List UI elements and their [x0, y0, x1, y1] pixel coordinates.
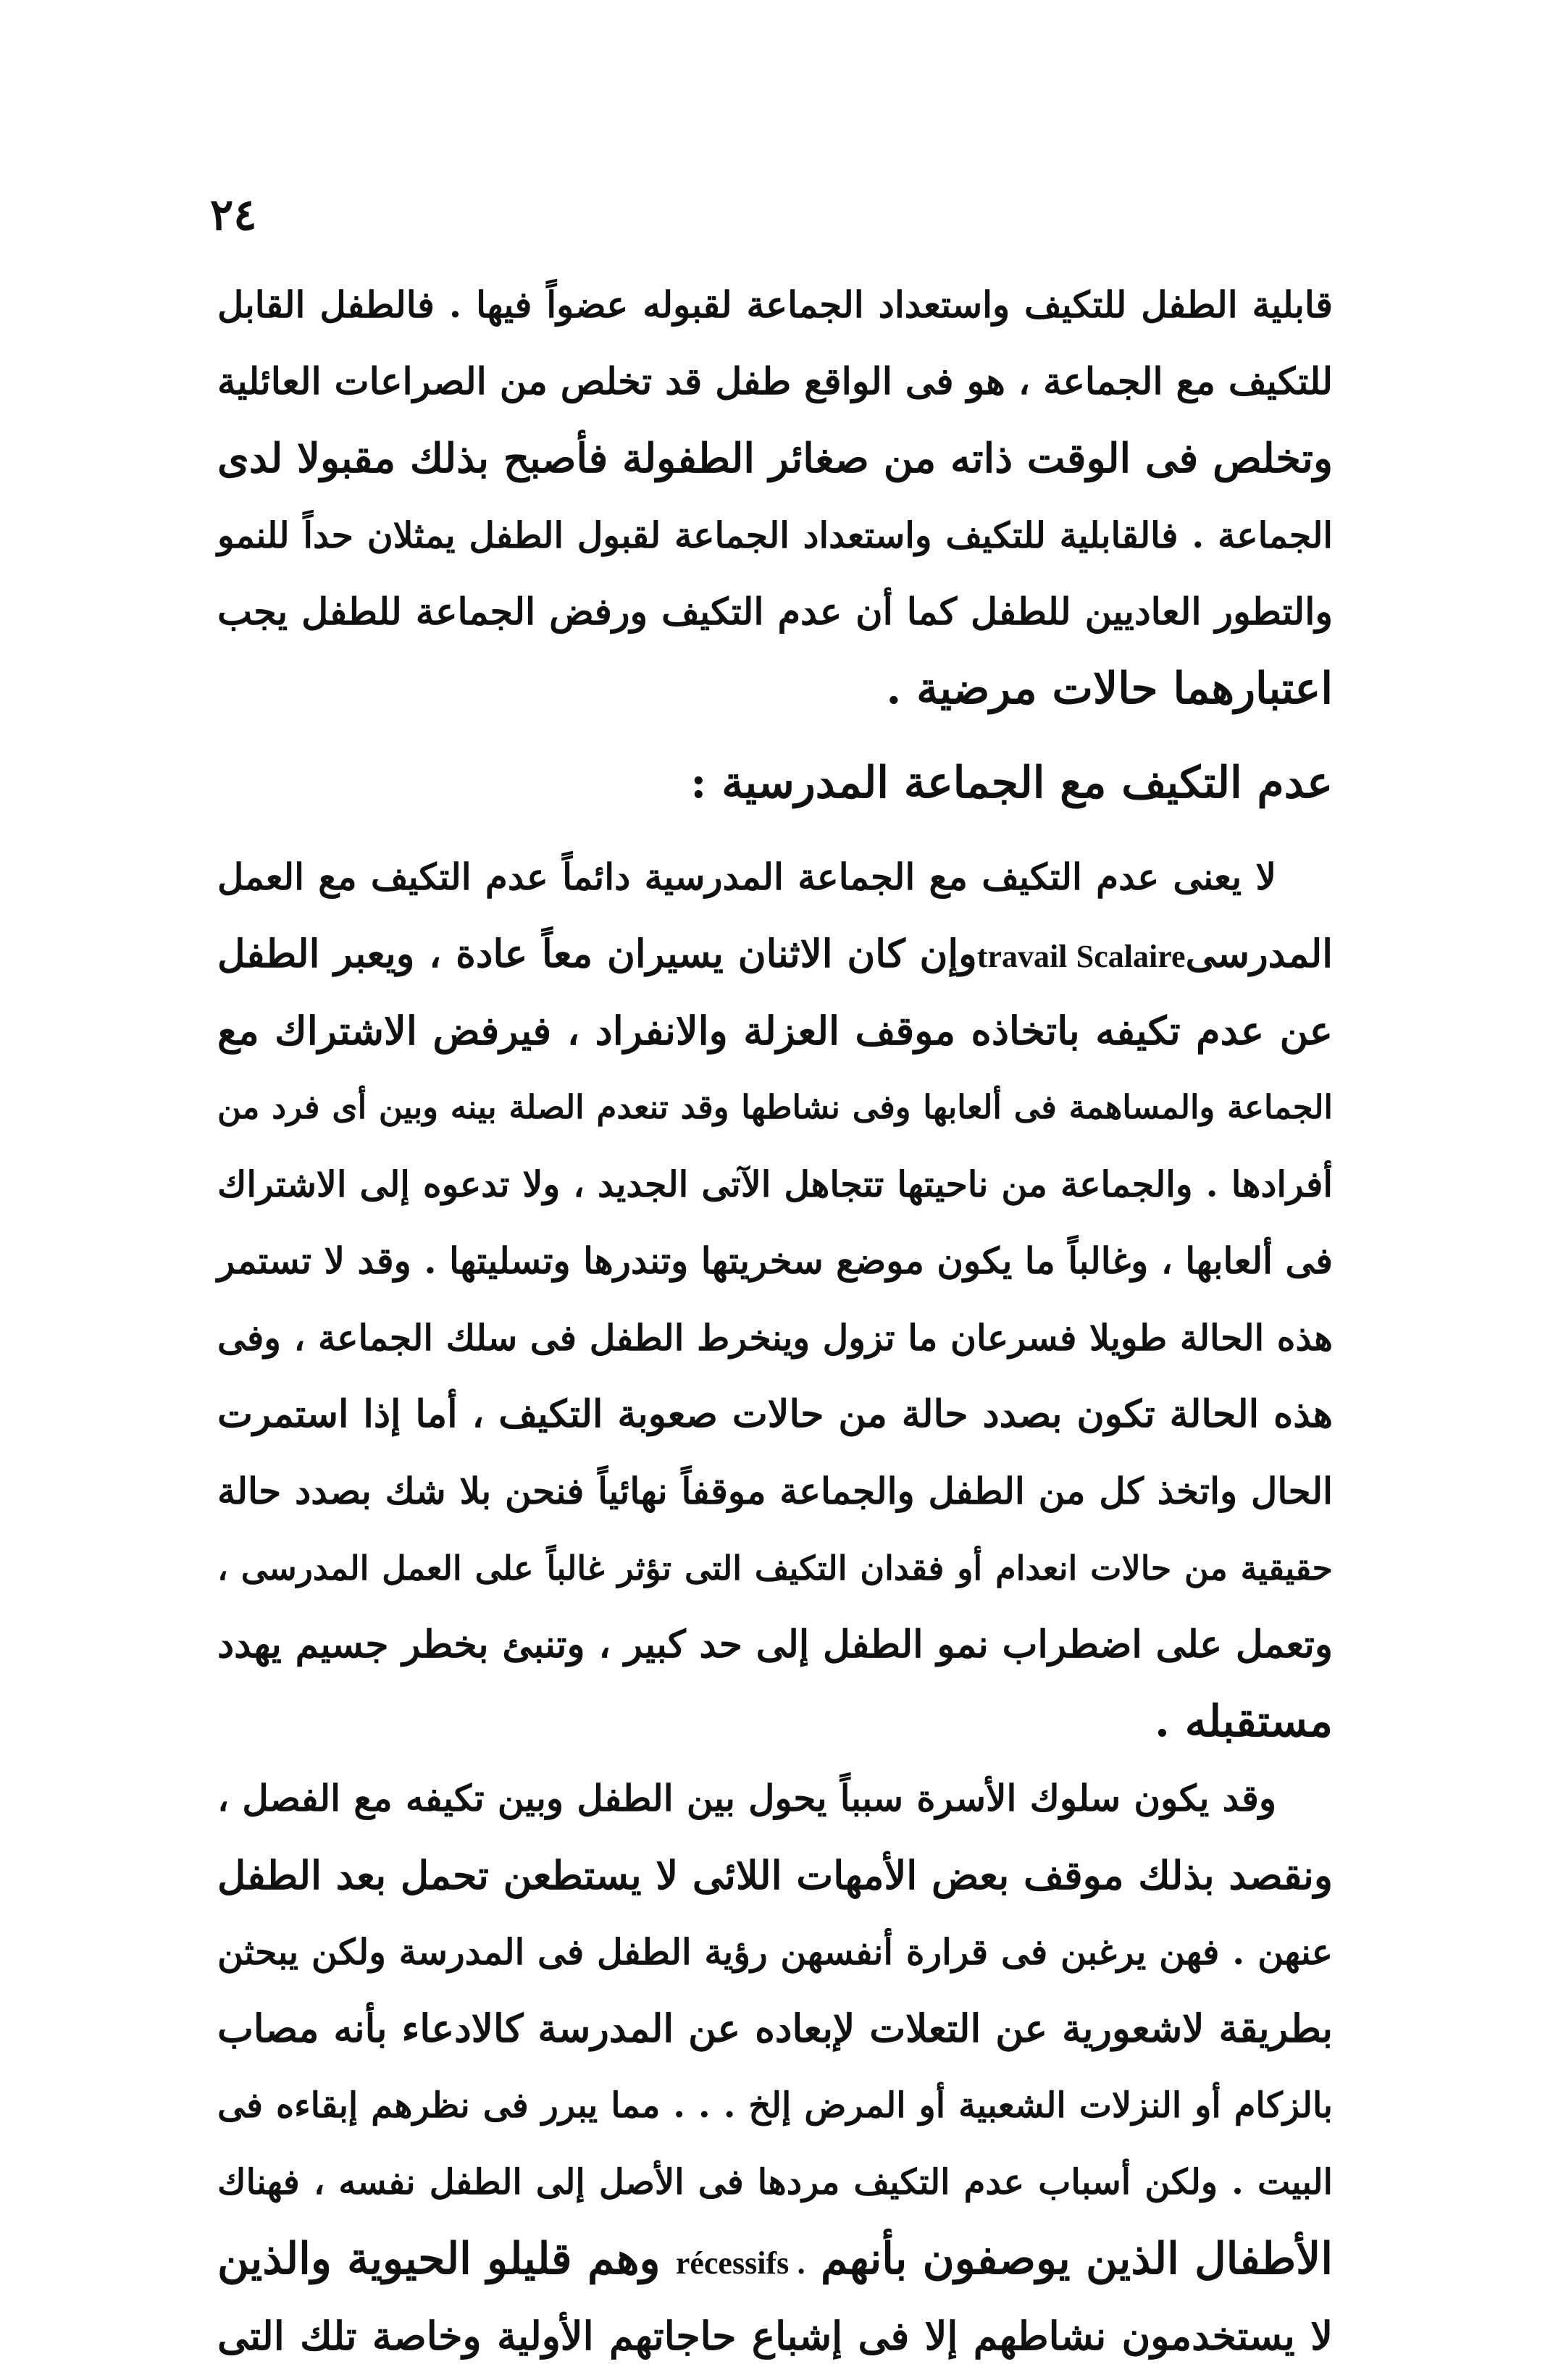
text-line: وقد يكون سلوك الأسرة سبباً يحول بين الطفل وبين تكيفه مع الفصل ، — [217, 1777, 1276, 1819]
text-line: هذه الحالة طويلا فسرعان ما تزول وينخرط الطفل فى سلك الجماعة ، وفى — [217, 1317, 1333, 1359]
text-line: بطريقة لاشعورية عن التعلات لإبعاده عن المدرسة كالادعاء بأنه مصاب — [217, 2006, 1333, 2051]
text-fragment: المدرسى — [1185, 931, 1334, 976]
latin-term: récessifs . — [675, 2245, 805, 2281]
paragraph-2 — [217, 839, 1333, 1760]
paragraph-1 — [217, 267, 1333, 727]
latin-term: travail Scalaire — [976, 939, 1186, 974]
text-line: وتخلص فى الوقت ذاته من صغائر الطفولة فأصبح بذلك مقبولا لدى — [217, 435, 1333, 482]
text-line: هذه الحالة تكون بصدد حالة من حالات صعوبة التكيف ، أما إذا استمرت — [217, 1392, 1333, 1436]
section-heading: عدم التكيف مع الجماعة المدرسية : — [690, 758, 1333, 808]
text-line: لا يعنى عدم التكيف مع الجماعة المدرسية دائماً عدم التكيف مع العمل — [217, 855, 1276, 898]
text-line: حقيقية من حالات انعدام أو فقدان التكيف التى تؤثر غالباً على العمل المدرسى ، — [217, 1549, 1333, 1588]
text-fragment: الأطفال الذين يوصفون بأنهم — [821, 2234, 1334, 2284]
text-line: الحال واتخذ كل من الطفل والجماعة موقفاً نهائياً فنحن بلا شك بصدد حالة — [217, 1470, 1333, 1512]
text-line: والتطور العاديين للطفل كما أن عدم التكيف ورفض الجماعة للطفل يجب — [217, 590, 1333, 634]
text-line: مستقبله . — [1154, 1696, 1333, 1747]
text-line: الجماعة والمساهمة فى ألعابها وفى نشاطها وقد تنعدم الصلة بينه وبين أى فرد من — [217, 1088, 1333, 1126]
text-line-with-latin — [217, 2221, 1333, 2297]
text-line: البيت . ولكن أسباب عدم التكيف مردها فى الأصل إلى الطفل نفسه ، فهناك — [217, 2162, 1333, 2203]
text-line: الجماعة . فالقابلية للتكيف واستعداد الجماعة لقبول الطفل يمثلان حداً للنمو — [217, 514, 1333, 556]
text-line: بالزكام أو النزلات الشعبية أو المرض إلخ . . . مما يبرر فى نظرهم إبقاءه فى — [217, 2085, 1333, 2126]
text-line-with-latin — [217, 915, 1333, 992]
text-line: اعتبارهما حالات مرضية . — [886, 663, 1333, 714]
body-text — [217, 267, 1333, 2374]
text-line: عن عدم تكيفه باتخاذه موقف العزلة والانفراد ، فيرفض الاشتراك مع — [217, 1007, 1333, 1054]
text-line: للتكيف مع الجماعة ، هو فى الواقع طفل قد تخلص من الصراعات العائلية — [217, 360, 1333, 403]
text-fragment: وهم قليلو الحيوية والذين — [217, 2234, 661, 2284]
text-line: عنهن . فهن يرغبن فى قرارة أنفسهن رؤية الطفل فى المدرسة ولكن يبحثن — [217, 1931, 1333, 1973]
paragraph-3 — [217, 1760, 1333, 2374]
text-line: لا يستخدمون نشاطهم إلا فى إشباع حاجاتهم الأولية وخاصة تلك التى — [217, 2313, 1333, 2359]
text-line: أفرادها . والجماعة من ناحيتها تتجاهل الآتى الجديد ، ولا تدعوه إلى الاشتراك — [217, 1163, 1333, 1205]
text-line: وتعمل على اضطراب نمو الطفل إلى حد كبير ، وتنبئ بخطر جسيم يهدد — [217, 1622, 1333, 1667]
text-line: قابلية الطفل للتكيف واستعداد الجماعة لقبوله عضواً فيها . فالطفل القابل — [217, 283, 1333, 326]
text-fragment: وإن كان الاثنان يسيران معاً عادة ، ويعبر الطفل — [217, 931, 977, 976]
page-number: ٢٤ — [210, 190, 257, 240]
text-line: ونقصد بذلك موقف بعض الأمهات اللائى لا يستطعن تحمل بعد الطفل — [217, 1852, 1333, 1898]
text-line: فى ألعابها ، وغالباً ما يكون موضع سخريتها وتندرها وتسليتها . وقد لا تستمر — [217, 1239, 1333, 1282]
